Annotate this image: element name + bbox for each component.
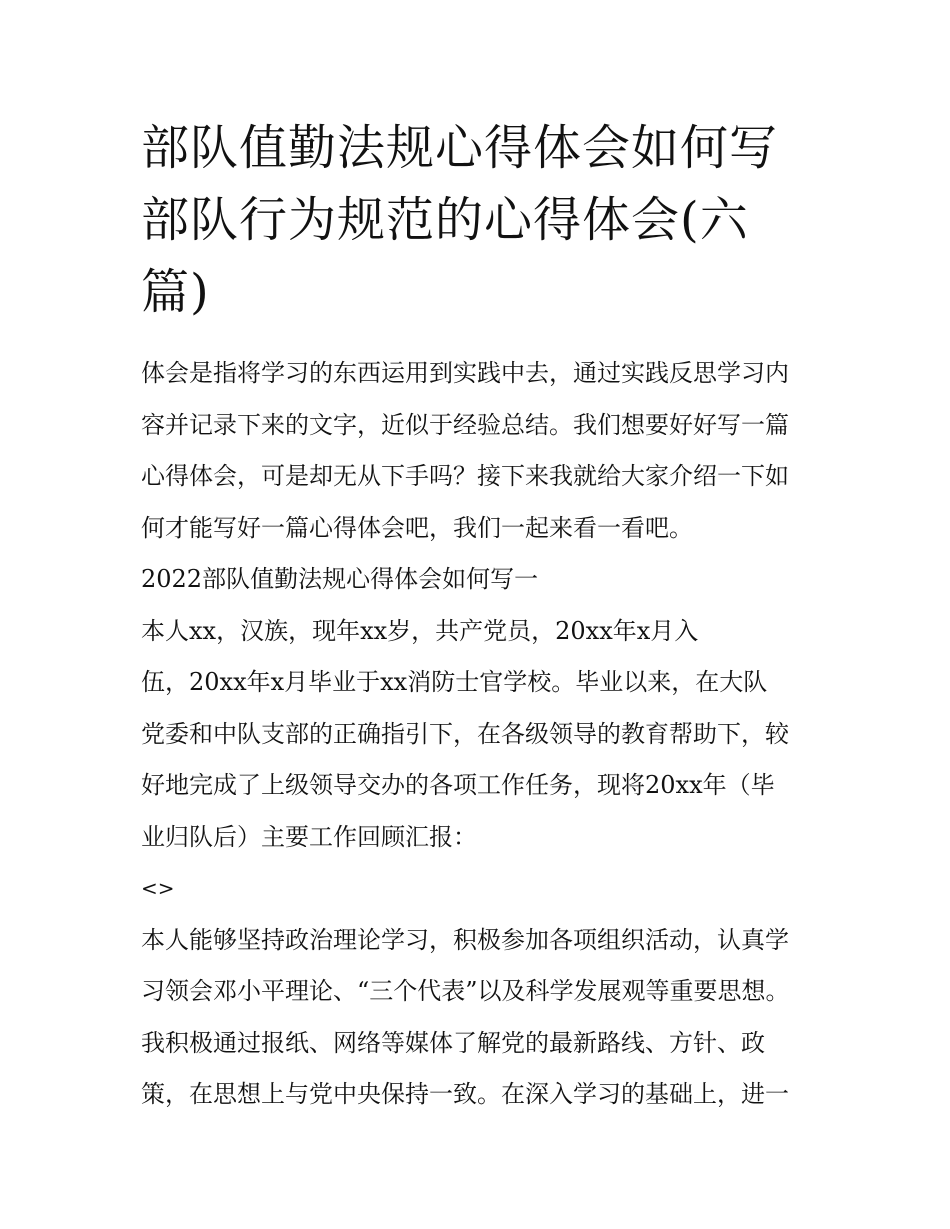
body-line: 心得体会，可是却无从下手吗？接下来我就给大家介绍一下如 <box>141 462 789 490</box>
title-line-1: 部队值勤法规心得体会如何写 <box>141 120 779 176</box>
body-line: 本人能够坚持政治理论学习，积极参加各项组织活动，认真学 <box>141 925 789 954</box>
document-page <box>141 112 821 1121</box>
body-line: 何才能写好一篇心得体会吧，我们一起来看一看吧。 <box>141 513 693 542</box>
document-body <box>141 348 821 1121</box>
body-line: 伍，20xx年x月毕业于xx消防士官学校。毕业以来，在大队 <box>141 668 768 696</box>
body-line: 我积极通过报纸、网络等媒体了解党的最新路线、方针、政 <box>141 1028 765 1057</box>
body-line: 容并记录下来的文字，近似于经验总结。我们想要好好写一篇 <box>141 410 789 439</box>
placeholder-marker: <> <box>141 876 175 900</box>
section-heading: 2022部队值勤法规心得体会如何写一 <box>141 565 539 593</box>
body-line: 党委和中队支部的正确指引下，在各级领导的教育帮助下，较 <box>141 719 789 748</box>
body-line: 策，在思想上与党中央保持一致。在深入学习的基础上，进一 <box>141 1080 789 1108</box>
title-line-3: 篇) <box>141 264 210 320</box>
body-line: 业归队后）主要工作回顾汇报： <box>141 822 477 851</box>
body-line: 本人xx，汉族，现年xx岁，共产党员，20xx年x月入 <box>141 616 699 645</box>
title-line-2: 部队行为规范的心得体会(六 <box>141 192 749 248</box>
document-title <box>141 112 821 328</box>
body-line: 习领会邓小平理论、“三个代表”以及科学发展观等重要思想。 <box>141 977 790 1005</box>
body-line: 体会是指将学习的东西运用到实践中去，通过实践反思学习内 <box>141 359 789 387</box>
body-line: 好地完成了上级领导交办的各项工作任务，现将20xx年（毕 <box>141 771 775 799</box>
